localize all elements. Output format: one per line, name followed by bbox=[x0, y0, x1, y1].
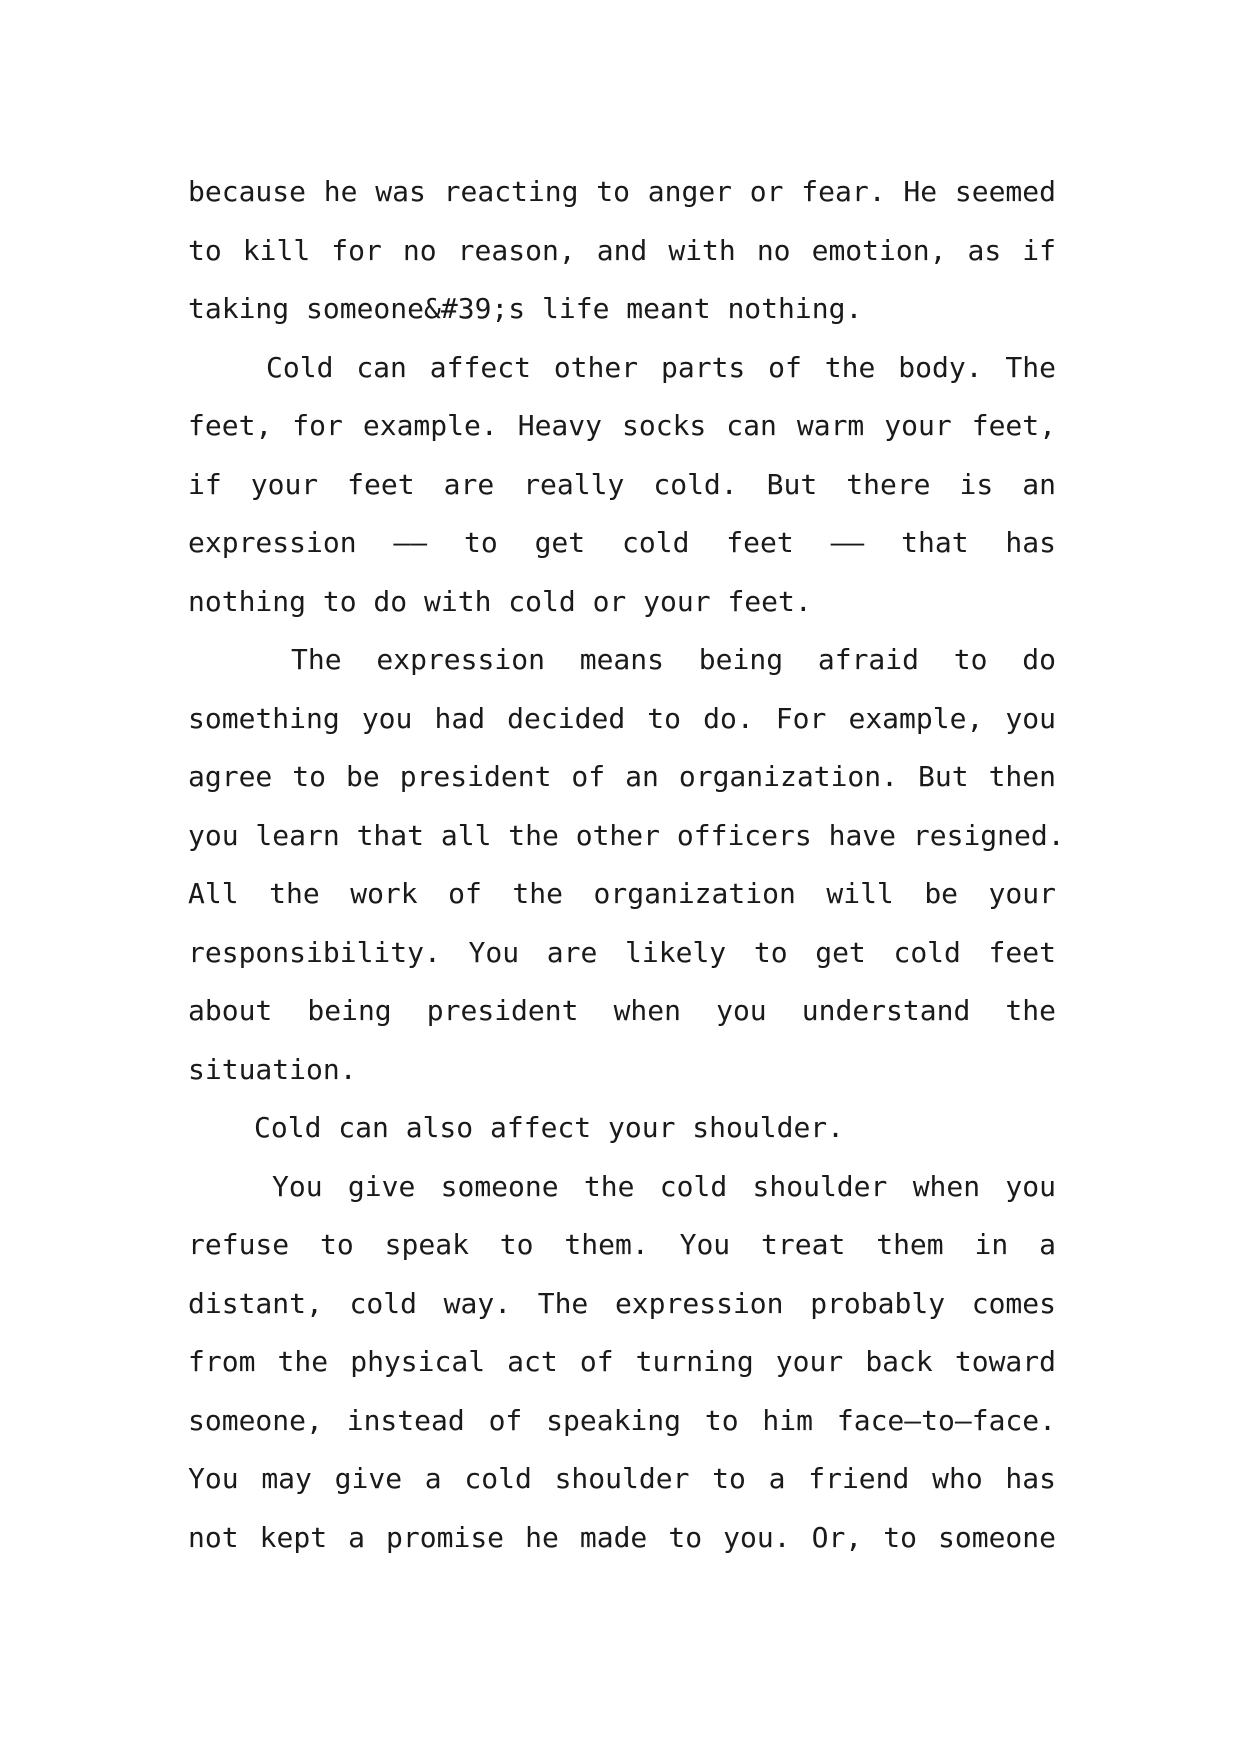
text-line: expression —— to get cold feet —— that has bbox=[188, 526, 1056, 559]
text-line: refuse to speak to them. You treat them in a bbox=[188, 1228, 1056, 1261]
text-line: something you had decided to do. For example, you bbox=[188, 701, 1056, 735]
text-line: The expression means being afraid to do bbox=[291, 643, 1056, 676]
text-line: about being president when you understand the bbox=[188, 994, 1056, 1027]
text-line: agree to be president of an organization. But then bbox=[188, 760, 1056, 793]
text-line: Cold can also affect your shoulder. bbox=[254, 1111, 845, 1144]
text-line: You give someone the cold shoulder when you bbox=[272, 1169, 1056, 1203]
document-text bbox=[188, 163, 1065, 1567]
text-line: All the work of the organization will be your bbox=[188, 877, 1056, 910]
text-line: nothing to do with cold or your feet. bbox=[188, 584, 812, 618]
text-line: feet, for example. Heavy socks can warm your feet, bbox=[188, 409, 1056, 442]
text-line: if your feet are really cold. But there is an bbox=[188, 467, 1056, 501]
text-line: because he was reacting to anger or fear. He seemed bbox=[188, 175, 1056, 208]
text-line: taking someone&#39;s life meant nothing. bbox=[188, 292, 863, 325]
text-line: from the physical act of turning your back toward bbox=[188, 1345, 1056, 1378]
text-line: someone, instead of speaking to him face—to—face. bbox=[188, 1403, 1056, 1437]
text-line: distant, cold way. The expression probably comes bbox=[188, 1286, 1056, 1320]
text-line: situation. bbox=[188, 1052, 357, 1086]
text-line: not kept a promise he made to you. Or, to someone bbox=[188, 1520, 1056, 1554]
text-line: you learn that all the other officers have resigned. bbox=[188, 818, 1065, 852]
text-line: Cold can affect other parts of the body. The bbox=[266, 350, 1056, 384]
text-line: responsibility. You are likely to get cold feet bbox=[188, 935, 1056, 969]
text-line: to kill for no reason, and with no emotion, as if bbox=[188, 233, 1056, 267]
text-line: You may give a cold shoulder to a friend who has bbox=[188, 1462, 1056, 1495]
